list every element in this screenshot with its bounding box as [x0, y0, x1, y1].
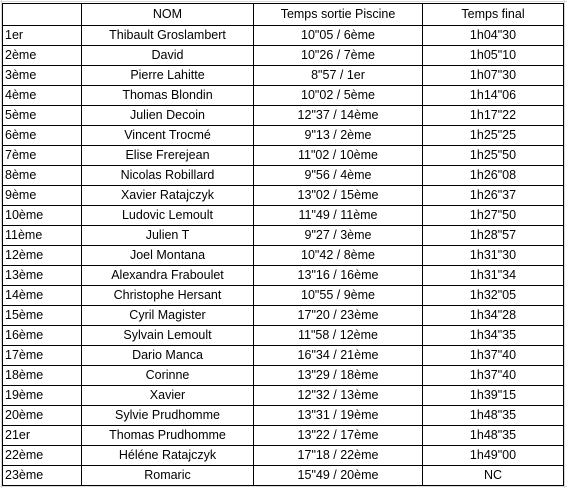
name-cell[interactable]: Thomas Blondin: [82, 86, 254, 106]
table-row: [3, 406, 564, 426]
final-time-cell[interactable]: 1h14"06: [423, 86, 564, 106]
rank-cell[interactable]: 18ème: [3, 366, 82, 386]
table-row: [3, 426, 564, 446]
swim-time-cell[interactable]: 9"13 / 2ème: [254, 126, 423, 146]
final-time-cell[interactable]: 1h31"30: [423, 246, 564, 266]
swim-time-cell[interactable]: 13"16 / 16ème: [254, 266, 423, 286]
swim-time-cell[interactable]: 13"29 / 18ème: [254, 366, 423, 386]
name-cell[interactable]: Xavier Ratajczyk: [82, 186, 254, 206]
final-time-cell[interactable]: 1h31"34: [423, 266, 564, 286]
header-name-cell[interactable]: NOM: [82, 4, 254, 26]
swim-time-cell[interactable]: 11"02 / 10ème: [254, 146, 423, 166]
table-row: [3, 86, 564, 106]
final-time-cell[interactable]: 1h25"25: [423, 126, 564, 146]
rank-cell[interactable]: 2ème: [3, 46, 82, 66]
final-time-cell[interactable]: 1h49"00: [423, 446, 564, 466]
grid-line: [564, 0, 565, 488]
swim-time-cell[interactable]: 13"31 / 19ème: [254, 406, 423, 426]
table-row: [3, 226, 564, 246]
rank-cell[interactable]: 10ème: [3, 206, 82, 226]
table-row: [3, 466, 564, 486]
swim-time-cell[interactable]: 11"49 / 11ème: [254, 206, 423, 226]
rank-cell[interactable]: 7ème: [3, 146, 82, 166]
name-cell[interactable]: Elise Frerejean: [82, 146, 254, 166]
swim-time-cell[interactable]: 11"58 / 12ème: [254, 326, 423, 346]
table-row: [3, 326, 564, 346]
header-final-time-cell[interactable]: Temps final: [423, 4, 564, 26]
table-row: [3, 346, 564, 366]
table-row: [3, 186, 564, 206]
name-cell[interactable]: Pierre Lahitte: [82, 66, 254, 86]
rank-cell[interactable]: 5ème: [3, 106, 82, 126]
table-row: [3, 66, 564, 86]
swim-time-cell[interactable]: 16"34 / 21ème: [254, 346, 423, 366]
name-cell[interactable]: Vincent Trocmé: [82, 126, 254, 146]
rank-cell[interactable]: 16ème: [3, 326, 82, 346]
final-time-cell[interactable]: 1h37"40: [423, 346, 564, 366]
table-row: [3, 26, 564, 46]
rank-cell[interactable]: 4ème: [3, 86, 82, 106]
name-cell[interactable]: Alexandra Fraboulet: [82, 266, 254, 286]
final-time-cell[interactable]: 1h27"50: [423, 206, 564, 226]
header-row: [3, 4, 564, 26]
table-row: [3, 306, 564, 326]
swim-time-cell[interactable]: 10"55 / 9ème: [254, 286, 423, 306]
table-row: [3, 246, 564, 266]
name-cell[interactable]: Ludovic Lemoult: [82, 206, 254, 226]
final-time-cell[interactable]: 1h34"35: [423, 326, 564, 346]
name-cell[interactable]: Héléne Ratajczyk: [82, 446, 254, 466]
table-row: [3, 366, 564, 386]
swim-time-cell[interactable]: 10"42 / 8ème: [254, 246, 423, 266]
name-cell[interactable]: Sylvie Prudhomme: [82, 406, 254, 426]
final-time-cell[interactable]: 1h04"30: [423, 26, 564, 46]
table-row: [3, 146, 564, 166]
table-row: [3, 266, 564, 286]
name-cell[interactable]: Xavier: [82, 386, 254, 406]
swim-time-cell[interactable]: 8"57 / 1er: [254, 66, 423, 86]
rank-cell[interactable]: 1er: [3, 26, 82, 46]
table-row: [3, 126, 564, 146]
name-cell[interactable]: Nicolas Robillard: [82, 166, 254, 186]
final-time-cell[interactable]: 1h34"28: [423, 306, 564, 326]
table-row: [3, 166, 564, 186]
name-cell[interactable]: Cyril Magister: [82, 306, 254, 326]
swim-time-cell[interactable]: 10"05 / 6ème: [254, 26, 423, 46]
grid-line: [0, 1, 567, 2]
swim-time-cell[interactable]: 17"18 / 22ème: [254, 446, 423, 466]
name-cell[interactable]: Thomas Prudhomme: [82, 426, 254, 446]
name-cell[interactable]: Dario Manca: [82, 346, 254, 366]
name-cell[interactable]: Corinne: [82, 366, 254, 386]
swim-time-cell[interactable]: 17"20 / 23ème: [254, 306, 423, 326]
final-time-cell[interactable]: 1h25"50: [423, 146, 564, 166]
rank-cell[interactable]: 9ème: [3, 186, 82, 206]
rank-cell[interactable]: 8ème: [3, 166, 82, 186]
name-cell[interactable]: Julien Decoin: [82, 106, 254, 126]
rank-cell[interactable]: 12ème: [3, 246, 82, 266]
rank-cell[interactable]: 23ème: [3, 466, 82, 486]
table-row: [3, 386, 564, 406]
name-cell[interactable]: Romaric: [82, 466, 254, 486]
name-cell[interactable]: Joel Montana: [82, 246, 254, 266]
name-cell[interactable]: Julien T: [82, 226, 254, 246]
swim-time-cell[interactable]: 12"37 / 14ème: [254, 106, 423, 126]
swim-time-cell[interactable]: 9"56 / 4ème: [254, 166, 423, 186]
name-cell[interactable]: David: [82, 46, 254, 66]
final-time-cell[interactable]: 1h39"15: [423, 386, 564, 406]
swim-time-cell[interactable]: 10"02 / 5ème: [254, 86, 423, 106]
final-time-cell[interactable]: 1h32"05: [423, 286, 564, 306]
final-time-cell[interactable]: 1h48"35: [423, 406, 564, 426]
rank-cell[interactable]: 6ème: [3, 126, 82, 146]
name-cell[interactable]: Sylvain Lemoult: [82, 326, 254, 346]
rank-cell[interactable]: 22ème: [3, 446, 82, 466]
final-time-cell[interactable]: 1h26"08: [423, 166, 564, 186]
rank-cell[interactable]: 20ème: [3, 406, 82, 426]
swim-time-cell[interactable]: 15"49 / 20ème: [254, 466, 423, 486]
final-time-cell[interactable]: 1h05"10: [423, 46, 564, 66]
final-time-cell[interactable]: 1h26"37: [423, 186, 564, 206]
rank-cell[interactable]: 21er: [3, 426, 82, 446]
final-time-cell[interactable]: NC: [423, 466, 564, 486]
rank-cell[interactable]: 13ème: [3, 266, 82, 286]
header-swim-time-cell[interactable]: Temps sortie Piscine: [254, 4, 423, 26]
results-table: [2, 3, 564, 486]
swim-time-cell[interactable]: 10"26 / 7ème: [254, 46, 423, 66]
final-time-cell[interactable]: 1h48"35: [423, 426, 564, 446]
name-cell[interactable]: Christophe Hersant: [82, 286, 254, 306]
final-time-cell[interactable]: 1h28"57: [423, 226, 564, 246]
rank-cell[interactable]: 19ème: [3, 386, 82, 406]
swim-time-cell[interactable]: 13"22 / 17ème: [254, 426, 423, 446]
final-time-cell[interactable]: 1h07"30: [423, 66, 564, 86]
swim-time-cell[interactable]: 12"32 / 13ème: [254, 386, 423, 406]
table-row: [3, 46, 564, 66]
rank-cell[interactable]: 15ème: [3, 306, 82, 326]
name-cell[interactable]: Thibault Groslambert: [82, 26, 254, 46]
rank-cell[interactable]: 17ème: [3, 346, 82, 366]
swim-time-cell[interactable]: 13"02 / 15ème: [254, 186, 423, 206]
rank-cell[interactable]: 14ème: [3, 286, 82, 306]
table-row: [3, 206, 564, 226]
final-time-cell[interactable]: 1h17"22: [423, 106, 564, 126]
final-time-cell[interactable]: 1h37"40: [423, 366, 564, 386]
swim-time-cell[interactable]: 9"27 / 3ème: [254, 226, 423, 246]
table-row: [3, 106, 564, 126]
table-row: [3, 446, 564, 466]
rank-cell[interactable]: 11ème: [3, 226, 82, 246]
table-row: [3, 286, 564, 306]
header-rank-cell[interactable]: [3, 4, 82, 26]
grid-line: [0, 486, 567, 487]
rank-cell[interactable]: 3ème: [3, 66, 82, 86]
